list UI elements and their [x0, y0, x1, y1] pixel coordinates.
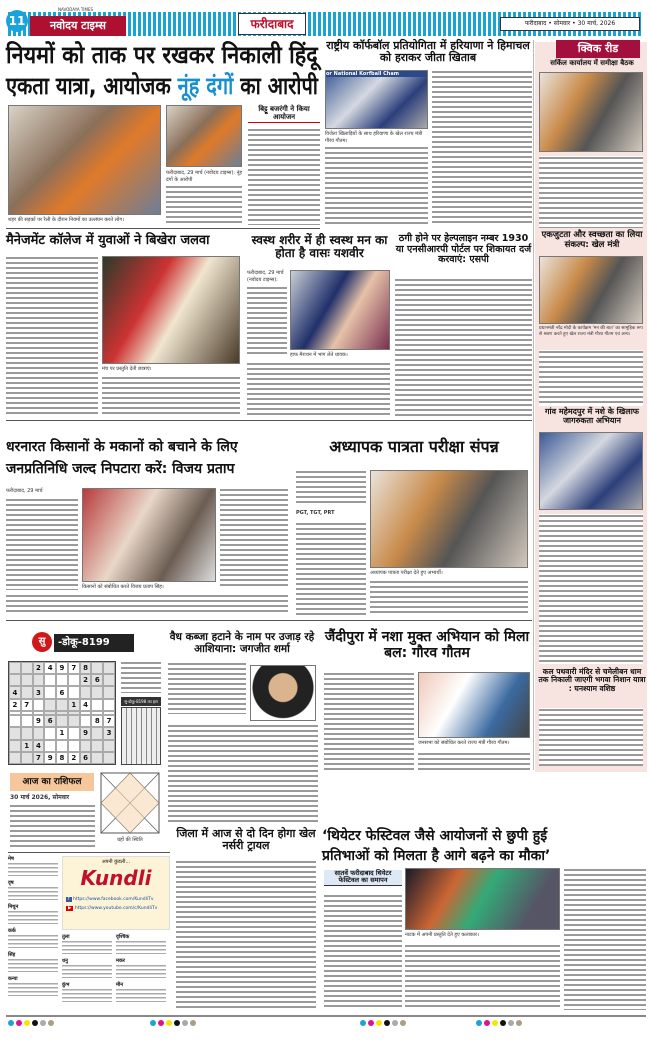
sudoku-cell: [44, 674, 56, 686]
vaidh-headline: वैध कब्जा हटाने के नाम पर उजाड़ रहे आशियाना: जगजीत शर्मा: [166, 632, 318, 656]
management-body-2: [102, 376, 240, 416]
theatre-body-3: [564, 868, 646, 1010]
rashi-text: [62, 964, 112, 978]
city-label: फरीदाबाद: [238, 13, 306, 35]
sidebar-item-4-headline: कल पथवारी मंदिर से चमेलीबन धाम तक निकाली जाएगी भगवा निशान यात्रा : घनश्याम वशिष्ठ: [538, 667, 646, 693]
lead-headline-part: एकता यात्रा, आयोजक: [6, 72, 178, 100]
page-number: 11: [6, 10, 28, 32]
sudoku-cell: [56, 674, 68, 686]
sudoku-grid: [8, 661, 116, 765]
sudoku-cell: [9, 674, 21, 686]
sudoku-cell: 2: [68, 752, 80, 764]
rashi-name: कन्या: [8, 976, 18, 982]
lead-headline: [6, 40, 318, 70]
rashi-name: मकर: [116, 958, 125, 964]
sidebar-body-1: [539, 156, 643, 228]
rashi-entry: [8, 952, 58, 972]
teacher-body-3: [296, 522, 366, 615]
sudoku-cell: [9, 727, 21, 739]
lead-body: [166, 185, 242, 225]
divider: [6, 420, 532, 421]
divider: [6, 228, 320, 229]
sudoku-cell: [33, 699, 45, 711]
sudoku-cell: [44, 727, 56, 739]
teacher-body-2: [370, 580, 528, 615]
lead-headline-2: [6, 71, 318, 101]
sudoku-cell: [33, 727, 45, 739]
sudoku-cell: 2: [33, 662, 45, 674]
theatre-body-2: [405, 944, 560, 1010]
korfball-headline: राष्ट्रीय कॉर्फबॉल प्रतियोगिता में हरियाणा ने हिमाचल को हराकर जीता खिताब: [324, 40, 532, 65]
rashifal-title-text: आज का राशिफल: [22, 777, 82, 787]
sudoku-cell: 6: [44, 715, 56, 727]
management-photo: [102, 256, 240, 364]
health-headline: स्वस्थ शरीर में ही स्वस्थ मन का होता है वासः यशवीर: [247, 234, 392, 261]
sudoku-cell: 4: [44, 662, 56, 674]
health-photo: [290, 270, 390, 350]
rashi-text: [116, 988, 166, 1002]
teacher-exams: PGT, TGT, PRT: [296, 510, 366, 517]
rashi-text: [62, 988, 112, 1002]
korfball-photo: [325, 70, 428, 129]
sudoku-cell: [44, 699, 56, 711]
sidebar-item-2-caption: प्रधानमंत्री नरेंद्र मोदी के कार्यक्रम 'मन की बात' का सामूहिक रूप से श्रवण करते हुए खेल राज्य मंत्री गौरव गौतम एवं अन्य।: [539, 326, 643, 337]
youtube-url: https://www.youtube.com/c/KundliTv: [74, 906, 158, 911]
sudoku-cell: [80, 715, 92, 727]
kundli-tagline: अपनी कुंडली...: [101, 859, 131, 865]
farmers-caption: किसानों को संबोधित करते विजय प्रताप सिंह।: [82, 584, 216, 591]
color-registration-marks: [150, 1020, 196, 1026]
lead-dateline: फरीदाबाद, 29 मार्च (नवोदय टाइम्स): नूंह दंगों के आरोपी: [166, 170, 243, 183]
sudoku-cell: [44, 740, 56, 752]
sudoku-cell: 7: [103, 715, 115, 727]
sidebar-photo-2: [539, 256, 643, 324]
page-bottom-rule: [6, 1015, 646, 1017]
lead-subheadline: बिट्टू बजरंगी ने किया आयोजन: [248, 106, 320, 123]
jaindipura-headline: जैंदीपुरा में नशा मुक्त अभियान को मिला बल: गौरव गौतम: [322, 630, 532, 661]
korfball-caption: विजेता खिलाड़ियों के साथ हरियाणा के खेल राज्य मंत्री गौरव गौतम।: [325, 131, 428, 144]
nursery-body: [176, 860, 316, 1010]
jaindipura-photo: [418, 672, 530, 738]
date-label: फरीदाबाद • सोमवार • 30 मार्च, 2026: [500, 17, 640, 31]
color-registration-marks: [8, 1020, 54, 1026]
management-caption: मंच पर प्रस्तुति देती छात्राएं।: [102, 366, 240, 373]
rashi-entry: [62, 934, 112, 954]
kundli-logo: Kundli: [80, 866, 152, 890]
theatre-photo: [405, 868, 560, 930]
sidebar-photo-3: [539, 432, 643, 510]
facebook-icon: f: [68, 897, 70, 902]
theatre-headline-line2: प्रतिभाओं को मिलता है आगे बढ़ने का मौका’: [322, 848, 551, 864]
rashi-entry: [8, 976, 58, 996]
sudoku-cell: 1: [56, 727, 68, 739]
sidebar-item-1-headline: सर्किल कार्यालय में समीक्षा बैठक: [537, 60, 647, 68]
rashi-name: कर्क: [8, 928, 16, 934]
korfball-banner: or National Korfball Cham: [326, 71, 427, 77]
sudoku-solution-title: [121, 697, 161, 706]
sudoku-cell: [56, 699, 68, 711]
sudoku-cell: 4: [80, 699, 92, 711]
theatre-caption: नाटक में अपनी प्रस्तुति देते हुए कलाकार।: [405, 932, 560, 939]
sudoku-solution: [121, 707, 161, 765]
lead-headline-part: का आरोपी: [233, 72, 318, 100]
sudoku-instructions: [121, 661, 161, 693]
divider: [6, 620, 532, 621]
sudoku-cell: [33, 674, 45, 686]
sudoku-cell: [91, 740, 103, 752]
sudoku-cell: [68, 740, 80, 752]
health-caption: हाफ मैराथन में भाग लेते धावक।: [290, 352, 390, 359]
sidebar-item-2-headline: एकजुटता और स्वच्छता का लिया संकल्प: खेल मंत्री: [537, 231, 647, 250]
sudoku-cell: [91, 662, 103, 674]
rashi-text: [8, 862, 58, 876]
sudoku-cell: 6: [91, 674, 103, 686]
sudoku-cell: [103, 662, 115, 674]
sudoku-cell: [56, 715, 68, 727]
rashi-entry: [116, 958, 166, 978]
farmers-headline-line2: जनप्रतिनिधि जल्द निपटारा करें: विजय प्रताप: [6, 461, 235, 477]
farmers-headline-line1: धरनारत किसानों के मकानों को बचाने के लिए: [6, 439, 238, 455]
sudoku-cell: 3: [103, 727, 115, 739]
sudoku-cell: [21, 727, 33, 739]
rashi-entry: [8, 928, 58, 948]
nursery-headline: जिला में आज से दो दिन होगा खेल नर्सरी ट्रायल: [176, 827, 316, 853]
sudoku-cell: [91, 686, 103, 698]
sudoku-cell: 7: [21, 699, 33, 711]
sudoku-cell: [68, 674, 80, 686]
korfball-body: [325, 146, 428, 225]
sudoku-cell: [21, 715, 33, 727]
lead-caption: शहर की सड़कों पर रैली के दौरान नियमों का उल्लंघन करते लोग।: [8, 217, 163, 224]
sudoku-cell: 4: [9, 686, 21, 698]
sudoku-cell: 9: [80, 727, 92, 739]
sudoku-cell: [21, 674, 33, 686]
brand-logo: नवोदय टाइम्स: [30, 16, 126, 36]
rashi-text: [62, 940, 112, 954]
sudoku-cell: 6: [56, 686, 68, 698]
rashi-entry: [116, 934, 166, 954]
management-headline: मैनेजमेंट कॉलेज में युवाओं ने बिखेरा जलवा: [6, 234, 242, 249]
column-divider: [533, 40, 534, 770]
teacher-photo: [370, 470, 528, 568]
sudoku-cell: [21, 662, 33, 674]
rashi-name: वृश्चिक: [116, 934, 130, 940]
sudoku-cell: [44, 686, 56, 698]
divider: [8, 852, 170, 853]
rashifal-title: [10, 773, 94, 791]
rashifal-panchang: [10, 804, 95, 850]
color-registration-marks: [476, 1020, 522, 1026]
sudoku-cell: 8: [80, 662, 92, 674]
sudoku-cell: [103, 699, 115, 711]
lead-headline-highlight: नूंह दंगों: [177, 72, 234, 100]
management-body: [6, 256, 98, 416]
youtube-icon: ▶: [68, 906, 72, 911]
lead-photo-2: [166, 105, 242, 167]
kundli-chart: [100, 772, 160, 834]
sudoku-cell: 1: [21, 740, 33, 752]
farmers-dateline: फरीदाबाद, 29 मार्च: [6, 488, 78, 495]
rashi-name: सिंह: [8, 952, 16, 958]
farmers-body: [6, 498, 78, 590]
sudoku-cell: [91, 752, 103, 764]
theatre-headline: [322, 826, 550, 866]
sidebar-body-2: [539, 350, 643, 406]
sudoku-cell: 6: [80, 752, 92, 764]
sudoku-cell: [9, 740, 21, 752]
sudoku-solution-title-text: सु-डोकू-8198 का हल: [124, 699, 158, 704]
rashifal-date: 30 मार्च 2026, सोमवार: [10, 794, 95, 802]
sudoku-title: [54, 634, 134, 652]
sudoku-cell: [68, 727, 80, 739]
sidebar-photo-1: [539, 72, 643, 152]
sudoku-cell: [68, 686, 80, 698]
rashi-text: [8, 958, 58, 972]
jaindipura-body: [324, 672, 414, 772]
youtube-link[interactable]: [66, 906, 169, 911]
rashi-name: धनु: [62, 958, 68, 964]
farmers-headline: [6, 436, 238, 480]
sudoku-cell: 2: [80, 674, 92, 686]
kundli-title: [100, 837, 160, 844]
sudoku-cell: 1: [68, 699, 80, 711]
rashi-text: [116, 964, 166, 978]
farmers-body-2: [6, 594, 288, 614]
sudoku-cell: [103, 686, 115, 698]
sudoku-cell: 9: [44, 752, 56, 764]
rashi-text: [8, 934, 58, 948]
korfball-body-2: [432, 70, 532, 225]
sudoku-cell: [80, 686, 92, 698]
quick-read-label: क्विक रीड: [556, 40, 640, 58]
farmers-body-3: [220, 488, 288, 588]
rashi-text: [8, 982, 58, 996]
vaidh-portrait: [250, 665, 316, 721]
sidebar-body-3: [539, 514, 643, 664]
theatre-subheadline: सातवें फरीदाबाद थियेटर फेस्टिवल का समापन: [324, 870, 402, 886]
health-body: [247, 286, 287, 354]
lead-headline-line1: नियमों को ताक पर रखकर निकाली हिंदू: [6, 41, 318, 69]
health-body-2: [247, 362, 390, 417]
rashi-name: मिथुन: [8, 904, 19, 910]
color-registration-marks: [360, 1020, 406, 1026]
rashi-name: मीन: [116, 982, 124, 988]
kundli-title-text: ग्रहों की स्थिति: [117, 837, 143, 843]
rashi-entry: [8, 856, 58, 876]
sudoku-cell: 9: [33, 715, 45, 727]
theatre-body: [324, 894, 402, 1010]
sudoku-cell: [91, 727, 103, 739]
rashi-name: तुला: [62, 934, 70, 940]
rashi-name: वृष: [8, 880, 14, 886]
sudoku-cell: [103, 674, 115, 686]
rashi-text: [8, 886, 58, 900]
kundli-ad: [62, 856, 170, 930]
sudoku-cell: 3: [33, 686, 45, 698]
rashi-entry: [8, 904, 58, 924]
jaindipura-caption: जनसभा को संबोधित करते राज्य मंत्री गौरव गौतम।: [418, 740, 530, 747]
sudoku-cell: [68, 715, 80, 727]
theatre-headline-line1: ‘थियेटर फेस्टिवल जैसे आयोजनों से छुपी हुई: [322, 828, 548, 844]
fraud-headline: ठगी होने पर हेल्पलाइन नम्बर 1930 या एनसीआरपी पोर्टल पर शिकायत दर्ज करवाएं: एसपी: [395, 233, 532, 266]
rashi-entry: [116, 982, 166, 1002]
sudoku-cell: [21, 686, 33, 698]
sudoku-cell: [103, 752, 115, 764]
teacher-caption: अध्यापक पात्रता परीक्षा देते हुए अभ्यर्थी।: [370, 570, 528, 577]
sudoku-cell: [21, 752, 33, 764]
sudoku-cell: [56, 740, 68, 752]
vaidh-body: [168, 662, 246, 714]
sudoku-cell: [9, 752, 21, 764]
sudoku-cell: 8: [56, 752, 68, 764]
sudoku-cell: [9, 715, 21, 727]
farmers-photo: [82, 488, 216, 582]
sudoku-cell: 4: [33, 740, 45, 752]
rashi-entry: [62, 958, 112, 978]
sidebar-body-4: [539, 708, 643, 766]
brand-small: NAVODAYA TIMES: [58, 7, 94, 12]
lead-body-2: [248, 128, 320, 225]
lead-headline-line2: [6, 71, 318, 101]
rashi-name: कुंभ: [62, 982, 70, 988]
rashi-name: मेष: [8, 856, 14, 862]
rashi-text: [116, 940, 166, 954]
sudoku-logo: सु: [32, 632, 52, 652]
rashi-entry: [62, 982, 112, 1002]
rashi-text: [8, 910, 58, 924]
health-dateline: फरीदाबाद, 29 मार्च (नवोदय टाइम्स):: [247, 270, 287, 283]
teacher-body: [296, 470, 366, 506]
sudoku-cell: 7: [33, 752, 45, 764]
sidebar-item-3-headline: गांव महेमदपुर में नशे के खिलाफ जागरुकता अभियान: [537, 408, 647, 426]
fraud-body: [395, 278, 532, 418]
vaidh-body-2: [168, 724, 318, 822]
sudoku-cell: [80, 740, 92, 752]
facebook-link[interactable]: [66, 897, 169, 902]
sudoku-title-text: -डोकू-8199: [58, 637, 110, 648]
sudoku-cell: 9: [56, 662, 68, 674]
sudoku-cell: 2: [9, 699, 21, 711]
lead-photo-1: [8, 105, 161, 215]
sudoku-cell: [91, 699, 103, 711]
sudoku-cell: [9, 662, 21, 674]
facebook-url: https://www.facebook.com/KundliTv: [73, 897, 154, 902]
sudoku-cell: [103, 740, 115, 752]
rashi-entry: [8, 880, 58, 900]
teacher-headline: अध्यापक पात्रता परीक्षा संपन्न: [296, 438, 532, 456]
sudoku-cell: 7: [68, 662, 80, 674]
jaindipura-body-2: [418, 752, 530, 772]
sudoku-cell: 8: [91, 715, 103, 727]
